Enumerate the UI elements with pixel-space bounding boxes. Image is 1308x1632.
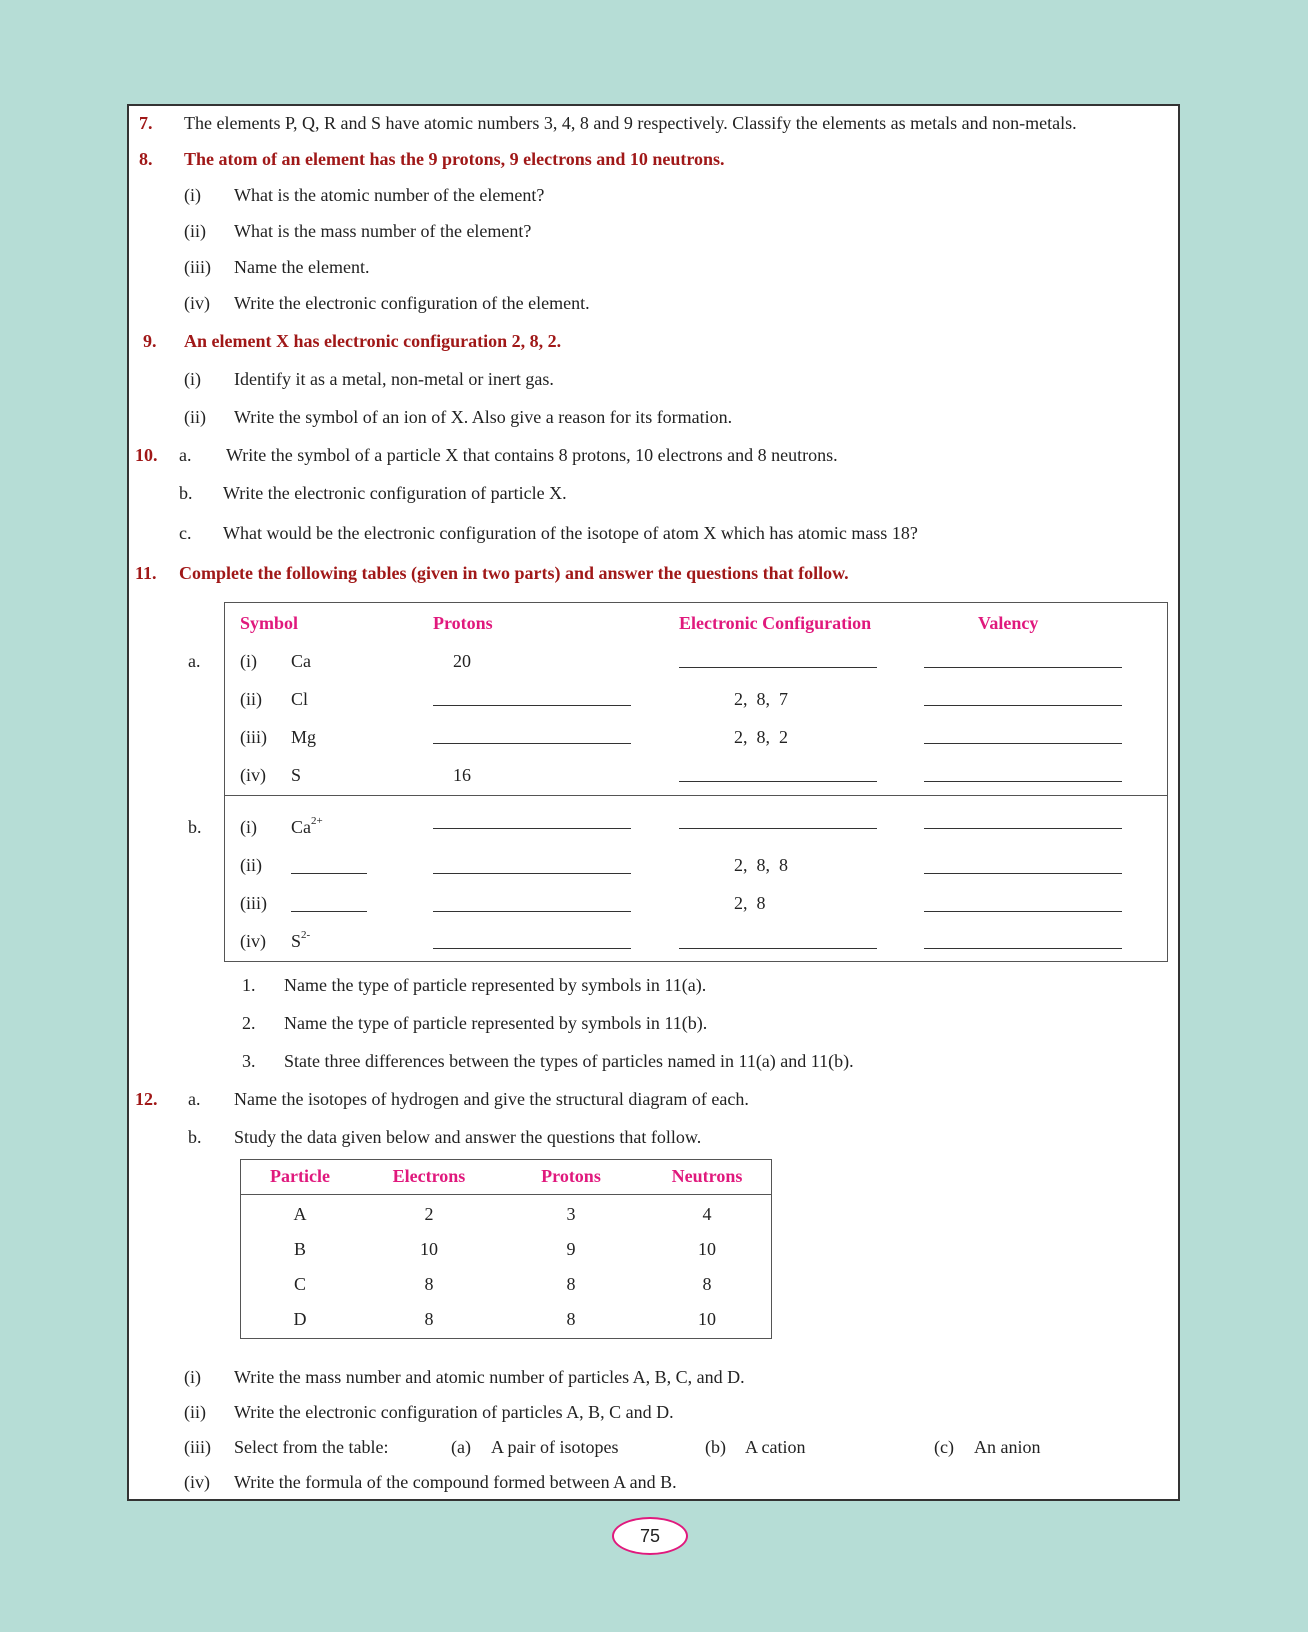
- answer-blank[interactable]: [924, 911, 1122, 912]
- answer-blank[interactable]: [433, 873, 631, 874]
- table-cell: 8: [702, 1274, 712, 1294]
- q10-item-text: Write the symbol of a particle X that contains 8 protons, 10 electrons and 8 neutrons.: [226, 445, 838, 465]
- table-row-symbol: Mg: [291, 727, 317, 747]
- table-cell: 8: [566, 1274, 576, 1294]
- table-row-config: 2, 8, 8: [734, 855, 788, 875]
- answer-blank[interactable]: [291, 911, 367, 912]
- select-option-label: (b): [705, 1437, 726, 1457]
- answer-blank[interactable]: [924, 828, 1122, 829]
- header-protons: Protons: [433, 613, 493, 633]
- table-row-label: (iii): [240, 727, 267, 747]
- answer-blank[interactable]: [291, 873, 367, 874]
- header-valency: Valency: [978, 613, 1039, 633]
- header-protons: Protons: [541, 1166, 601, 1186]
- worksheet-page: [127, 104, 1180, 1501]
- table-row-symbol: $Ca^{2+}$: [291, 815, 323, 837]
- answer-blank[interactable]: [679, 781, 877, 782]
- table-row-protons: 16: [453, 765, 471, 785]
- header-particle: Particle: [270, 1166, 330, 1186]
- q12-b-label: b.: [188, 1127, 202, 1147]
- answer-blank[interactable]: [679, 828, 877, 829]
- table-cell: 9: [566, 1239, 576, 1259]
- part-b-label: b.: [188, 817, 202, 837]
- q8-item-text: What is the atomic number of the element?: [234, 185, 545, 205]
- question-9-text: An element X has electronic configuration 2, 8, 2.: [184, 331, 562, 351]
- q12-item-label: (i): [184, 1367, 201, 1387]
- q8-item-text: Write the electronic configuration of the element.: [234, 293, 590, 313]
- q9-item-label: (ii): [184, 407, 206, 427]
- question-8-number: 8.: [139, 149, 153, 169]
- table-cell: D: [293, 1309, 307, 1329]
- q11-question-label: 1.: [242, 975, 256, 995]
- answer-blank[interactable]: [679, 948, 877, 949]
- q12-item-label: (iv): [184, 1472, 210, 1492]
- question-11-text: Complete the following tables (given in two parts) and answer the questions that follow.: [179, 563, 849, 583]
- answer-blank[interactable]: [433, 948, 631, 949]
- part-a-label: a.: [188, 651, 201, 671]
- table-cell: 8: [424, 1274, 434, 1294]
- table-row-symbol: Ca: [291, 651, 311, 671]
- table-cell: 10: [420, 1239, 438, 1259]
- q8-item-label: (iii): [184, 257, 211, 277]
- table-row-symbol: S: [291, 765, 302, 785]
- table-cell: 10: [698, 1239, 716, 1259]
- q10-item-text: What would be the electronic configuration of the isotope of atom X which has atomic mass 18?: [223, 523, 918, 543]
- question-9-number: 9.: [143, 331, 157, 351]
- q10-item-label: c.: [179, 523, 192, 543]
- table-part-divider: [224, 795, 1168, 796]
- q12-item-text: Write the mass number and atomic number of particles A, B, C, and D.: [234, 1367, 745, 1387]
- q10-item-label: b.: [179, 483, 193, 503]
- q8-item-label: (ii): [184, 221, 206, 241]
- q12-a-label: a.: [188, 1089, 201, 1109]
- answer-blank[interactable]: [433, 743, 631, 744]
- q9-item-label: (i): [184, 369, 201, 389]
- answer-blank[interactable]: [924, 743, 1122, 744]
- table-row-symbol: Cl: [291, 689, 309, 709]
- q10-item-text: Write the electronic configuration of particle X.: [223, 483, 567, 503]
- table-header-divider: [240, 1194, 772, 1195]
- table-cell: B: [293, 1239, 306, 1259]
- table-row-label: (ii): [240, 855, 262, 875]
- q8-item-text: Name the element.: [234, 257, 370, 277]
- answer-blank[interactable]: [433, 911, 631, 912]
- q10-item-label: a.: [179, 445, 192, 465]
- q12-item-text: Write the formula of the compound formed between A and B.: [234, 1472, 677, 1492]
- q11-question-text: Name the type of particle represented by symbols in 11(a).: [284, 975, 707, 995]
- question-7-text: The elements P, Q, R and S have atomic numbers 3, 4, 8 and 9 respectively. Classify the elements as metals and non-metals.: [184, 113, 1077, 133]
- q8-item-text: What is the mass number of the element?: [234, 221, 532, 241]
- answer-blank[interactable]: [679, 667, 877, 668]
- table-row-protons: 20: [453, 651, 471, 671]
- table-row-config: 2, 8, 2: [734, 727, 788, 747]
- select-option-label: (c): [934, 1437, 954, 1457]
- q12-a-text: Name the isotopes of hydrogen and give the structural diagram of each.: [234, 1089, 749, 1109]
- table-cell: 8: [424, 1309, 434, 1329]
- answer-blank[interactable]: [433, 828, 631, 829]
- q12-b-text: Study the data given below and answer the questions that follow.: [234, 1127, 702, 1147]
- q9-item-text: Identify it as a metal, non-metal or inert gas.: [234, 369, 554, 389]
- table-row-label: (i): [240, 651, 257, 671]
- answer-blank[interactable]: [924, 948, 1122, 949]
- question-7-number: 7.: [139, 113, 153, 133]
- table-row-config: 2, 8: [734, 893, 766, 913]
- q12-item-label: (iii): [184, 1437, 211, 1457]
- select-option-text: An anion: [974, 1437, 1041, 1457]
- q8-item-label: (iv): [184, 293, 210, 313]
- answer-blank[interactable]: [924, 667, 1122, 668]
- q12-item-label: (ii): [184, 1402, 206, 1422]
- q11-question-text: State three differences between the types of particles named in 11(a) and 11(b).: [284, 1051, 854, 1071]
- q11-question-text: Name the type of particle represented by symbols in 11(b).: [284, 1013, 708, 1033]
- table-row-label: (iv): [240, 765, 266, 785]
- question-11-number: 11.: [135, 563, 157, 583]
- answer-blank[interactable]: [924, 873, 1122, 874]
- q12-item-text: Select from the table:: [234, 1437, 389, 1457]
- q12-item-text: Write the electronic configuration of particles A, B, C and D.: [234, 1402, 674, 1422]
- answer-blank[interactable]: [433, 705, 631, 706]
- answer-blank[interactable]: [924, 781, 1122, 782]
- header-symbol: Symbol: [240, 613, 299, 633]
- table-cell: 8: [566, 1309, 576, 1329]
- table-row-label: (i): [240, 817, 257, 837]
- table-cell: A: [293, 1204, 307, 1224]
- table-cell: 4: [702, 1204, 712, 1224]
- header-neutrons: Neutrons: [671, 1166, 743, 1186]
- table-row-symbol: $S^{2-}$: [291, 929, 311, 951]
- question-12-number: 12.: [135, 1089, 158, 1109]
- q11-question-label: 3.: [242, 1051, 256, 1071]
- table-cell: 10: [698, 1309, 716, 1329]
- table-cell: C: [293, 1274, 306, 1294]
- table-cell: 2: [424, 1204, 434, 1224]
- q8-item-label: (i): [184, 185, 201, 205]
- question-8-text: The atom of an element has the 9 protons, 9 electrons and 10 neutrons.: [184, 149, 725, 169]
- configuration-table: [224, 602, 1168, 962]
- question-10-number: 10.: [135, 445, 158, 465]
- table-row-config: 2, 8, 7: [734, 689, 788, 709]
- table-cell: 3: [566, 1204, 576, 1224]
- q11-question-label: 2.: [242, 1013, 256, 1033]
- select-option-label: (a): [451, 1437, 471, 1457]
- header-electronic-configuration: Electronic Configuration: [679, 613, 872, 633]
- select-option-text: A cation: [745, 1437, 806, 1457]
- table-row-label: (ii): [240, 689, 262, 709]
- table-row-label: (iii): [240, 893, 267, 913]
- q9-item-text: Write the symbol of an ion of X. Also give a reason for its formation.: [234, 407, 733, 427]
- page-number: 75: [612, 1517, 688, 1555]
- table-row-label: (iv): [240, 931, 266, 951]
- header-electrons: Electrons: [392, 1166, 466, 1186]
- answer-blank[interactable]: [924, 705, 1122, 706]
- select-option-text: A pair of isotopes: [491, 1437, 619, 1457]
